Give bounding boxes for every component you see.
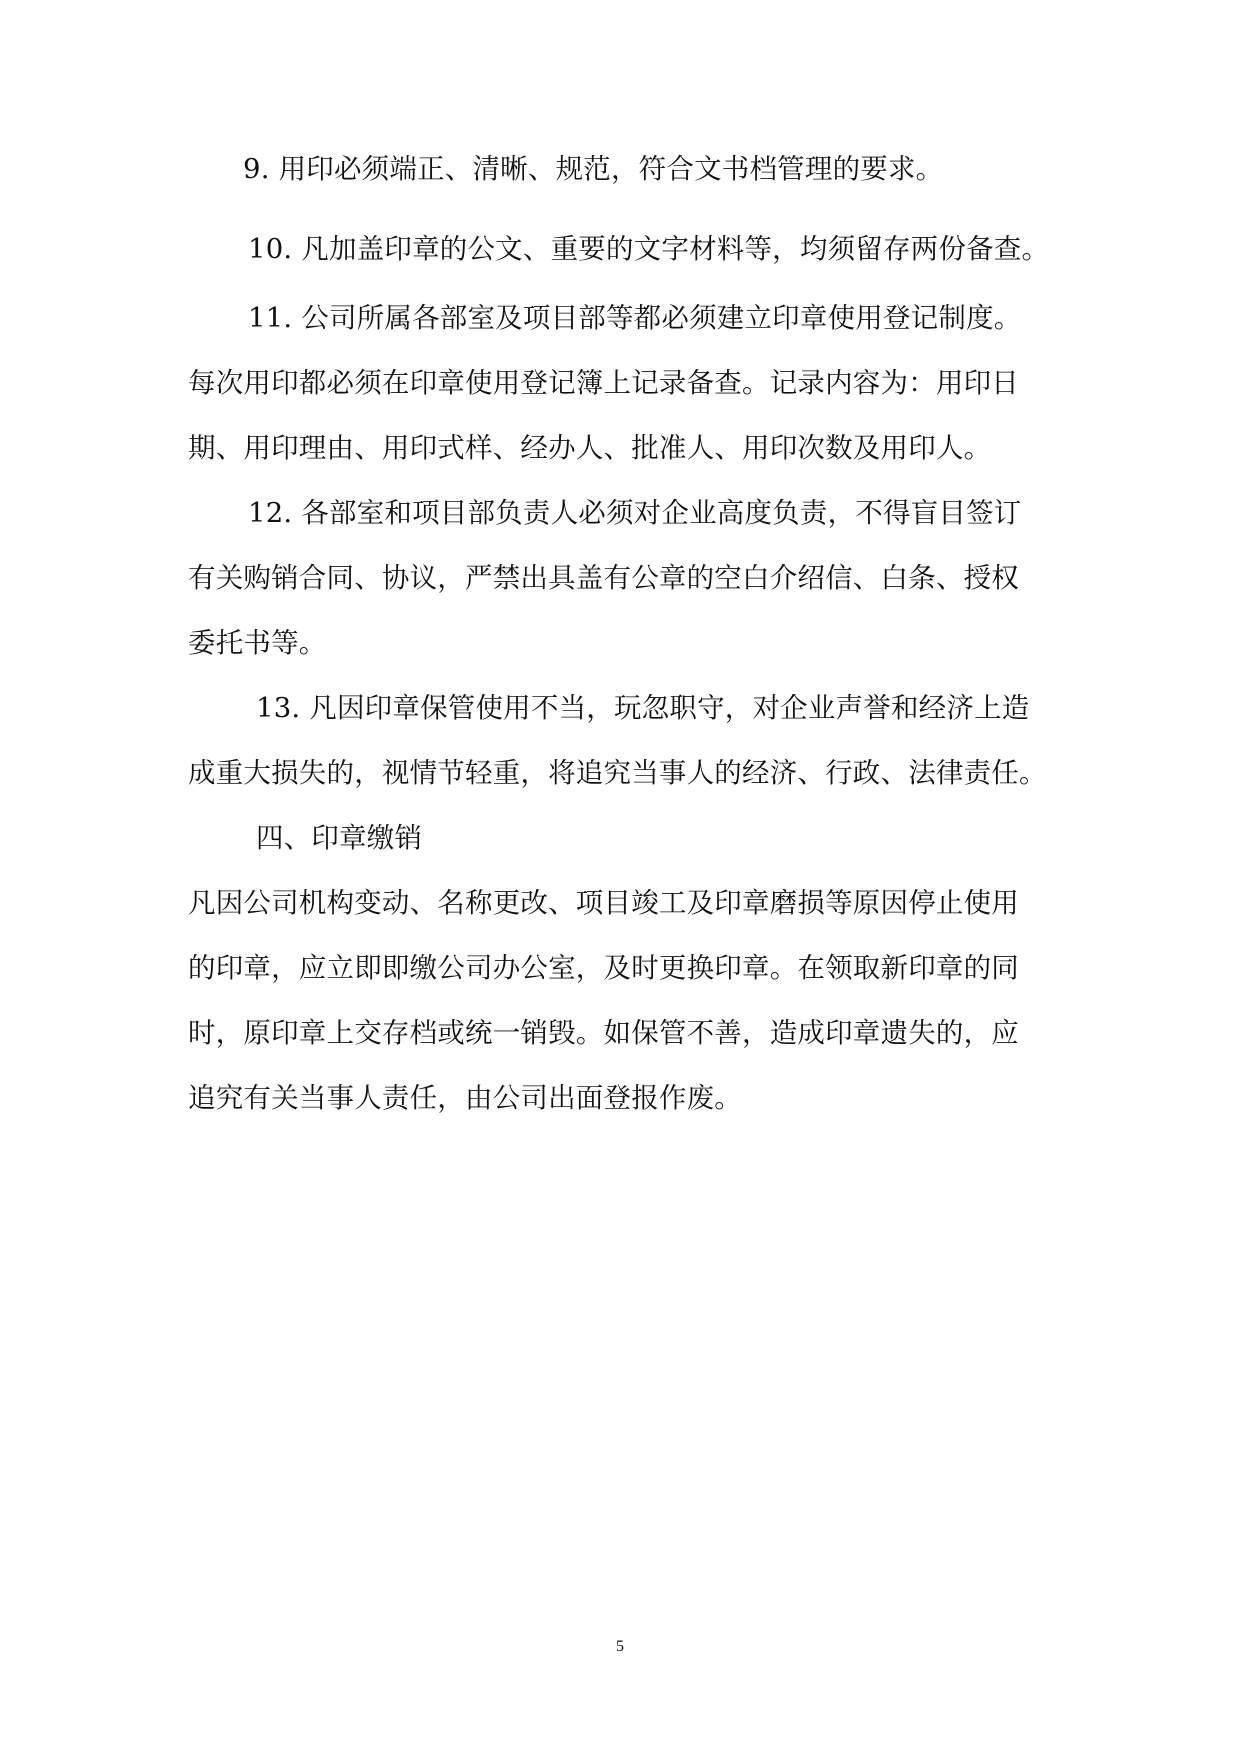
- text-line-item-13-cont-1: 成重大损失的，视情节轻重，将追究当事人的经济、行政、法律责任。: [188, 757, 1047, 789]
- text-line-item-10: 10. 凡加盖印章的公文、重要的文字材料等，均须留存两份备查。: [248, 233, 1050, 265]
- text-line-item-9: 9. 用印必须端正、清晰、规范，符合文书档管理的要求。: [243, 153, 944, 185]
- text-line-section-para-3: 时，原印章上交存档或统一销毁。如保管不善，造成印章遗失的，应: [188, 1017, 1019, 1049]
- text-line-item-12: 12. 各部室和项目部负责人必须对企业高度负责，不得盲目签订: [248, 497, 1022, 529]
- text-line-section-para-2: 的印章，应立即即缴公司办公室，及时更换印章。在领取新印章的同: [188, 952, 1019, 984]
- text-line-item-11-cont-1: 每次用印都必须在印章使用登记簿上记录备查。记录内容为：用印日: [188, 367, 1019, 399]
- text-line-item-12-cont-2: 委托书等。: [188, 627, 327, 659]
- text-line-section-para-4: 追究有关当事人责任，由公司出面登报作废。: [188, 1082, 742, 1114]
- text-line-item-11-cont-2: 期、用印理由、用印式样、经办人、批准人、用印次数及用印人。: [188, 432, 992, 464]
- page-number: 5: [616, 1638, 624, 1655]
- text-line-item-13: 13. 凡因印章保管使用不当，玩忽职守，对企业声誉和经济上造: [256, 692, 1030, 724]
- text-line-item-12-cont-1: 有关购销合同、协议，严禁出具盖有公章的空白介绍信、白条、授权: [188, 562, 1019, 594]
- text-line-item-11: 11. 公司所属各部室及项目部等都必须建立印章使用登记制度。: [248, 302, 1022, 334]
- text-line-section-para-1: 凡因公司机构变动、名称更改、项目竣工及印章磨损等原因停止使用: [188, 887, 1019, 919]
- section-heading: 四、印章缴销: [256, 822, 423, 854]
